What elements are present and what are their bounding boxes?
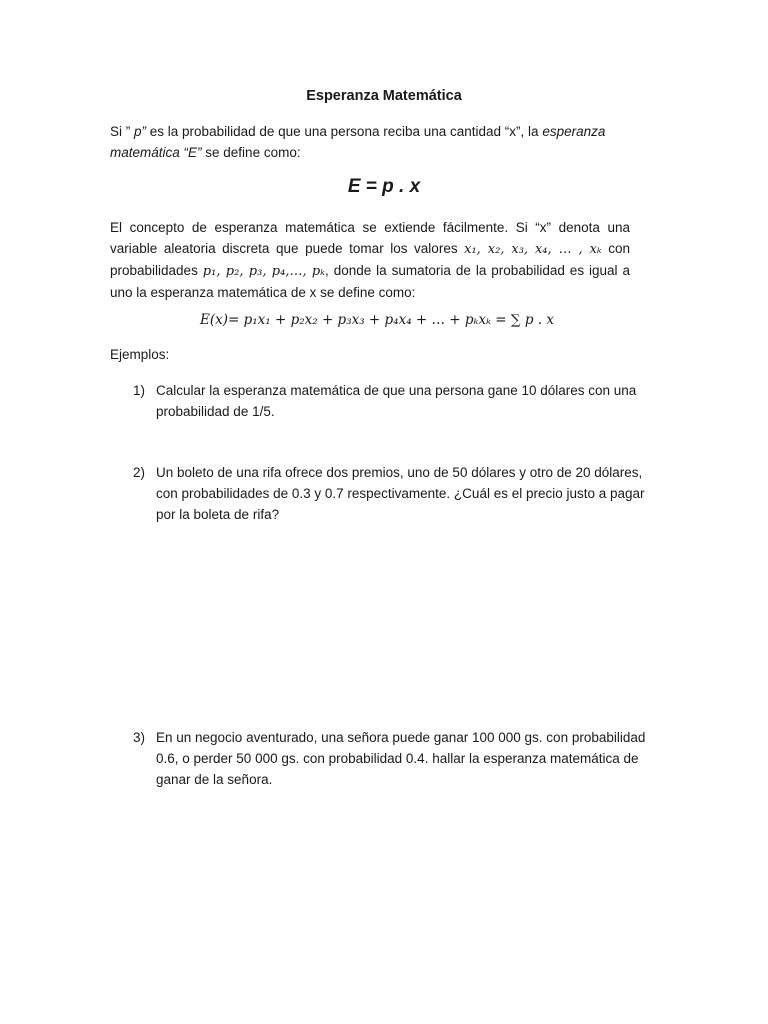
expectation-formula: E(x)= p₁x₁ + p₂x₂ + p₃x₃ + p₄x₄ + … + pₖxₖ = ∑ p . x [200,312,554,328]
intro-italic-term: esperanza matemática “E” [110,124,606,160]
example-number: 3) [133,730,146,745]
example-text: En un negocio aventurado, una señora puede ganar 100 000 gs. con probabilidad 0.6, o perder 50 000 gs. con probabilidad 0.4. hallar la esperanza matemática de ganar de la señora. [156,730,646,787]
concept-text-1: El concepto de esperanza matemática se extiende fácilmente. Si “x” denota una variable aleatoria discreta que puede tomar los valores [110,220,630,256]
intro-text-1: Si ” [110,124,135,139]
main-formula: E = p . x [347,176,421,197]
example-number: 2) [133,465,146,480]
example-text: Calcular la esperanza matemática de que una persona gane 10 dólares con una probabilidad de 1/5. [156,383,637,419]
concept-text-2: con probabilidades [110,241,631,278]
intro-text-3: se define como: [201,145,301,160]
intro-p-symbol: p” [134,124,147,139]
examples-label: Ejemplos: [110,347,170,362]
concept-text-3: , donde la sumatoria de la probabilidad es igual a uno la esperanza matemática de x se define como: [110,263,631,300]
intro-text-2: es la probabilidad de que una persona reciba una cantidad “x”, la [146,124,543,139]
concept-paragraph [110,217,630,303]
values-sequence: x₁, x₂, x₃, x₄, … , xₖ [464,242,602,257]
example-text: Un boleto de una rifa ofrece dos premios, uno de 50 dólares y otro de 20 dólares, con probabilidades de 0.3 y 0.7 respectivamente. ¿Cuál es el precio justo a pagar por la boleta de rifa? [156,465,645,522]
example-number: 1) [133,383,146,398]
probabilities-sequence: p₁, p₂, p₃, p₄,…, pₖ [202,264,325,279]
document-title: Esperanza Matemática [306,88,462,104]
intro-paragraph [110,121,630,163]
